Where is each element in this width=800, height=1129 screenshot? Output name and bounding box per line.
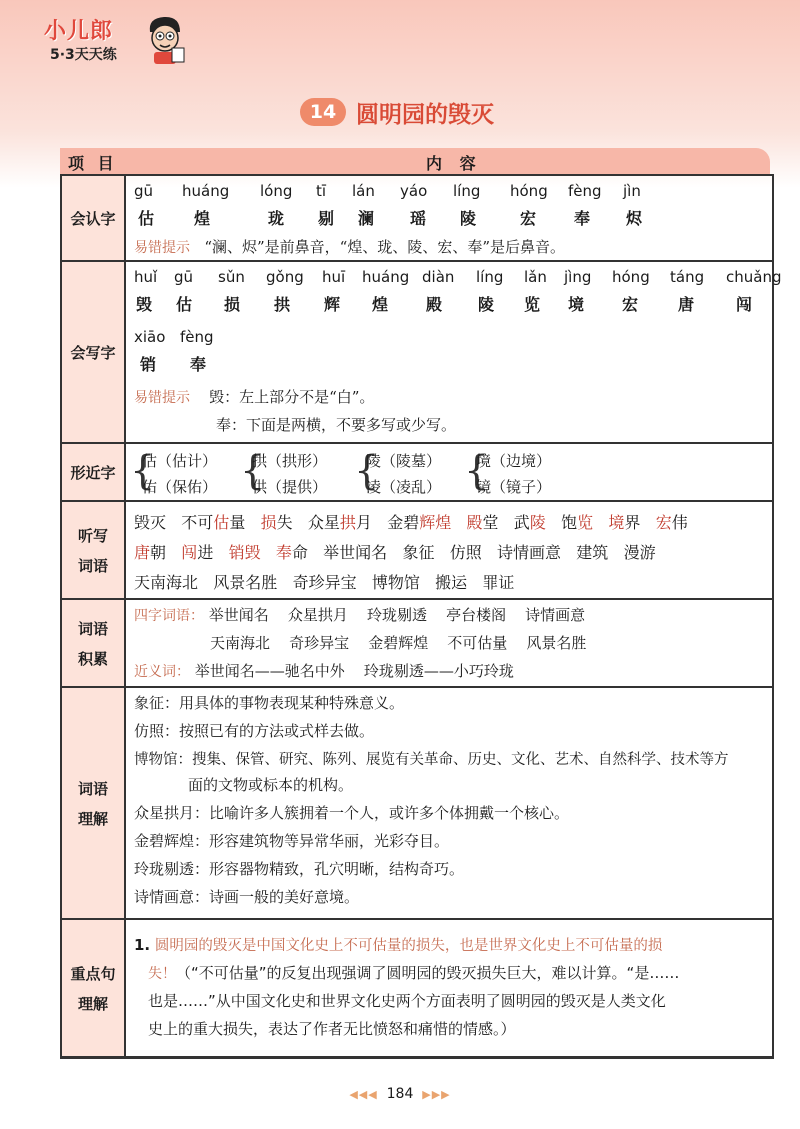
row-content [128, 600, 768, 688]
word: 罪证 [482, 573, 515, 592]
hanzi: 煌 [372, 295, 389, 314]
idiom: 举世闻名 [208, 606, 269, 624]
hanzi: 澜 [358, 209, 375, 228]
hanzi: 览 [524, 295, 541, 314]
word: 失 [276, 513, 293, 532]
label-text: 词语积累 [77, 620, 108, 668]
hanzi: 宏 [520, 209, 537, 228]
word-hl: 闯 [181, 543, 198, 562]
synonym-pair: 举世闻名——驰名中外 [194, 662, 345, 680]
hanzi: 烬 [626, 209, 643, 228]
word-hl: 境 [608, 513, 625, 532]
dictation-line-3 [134, 570, 514, 593]
item-number: 1. [134, 936, 151, 954]
row-label [62, 502, 126, 600]
similar-char: 供（提供） [252, 478, 328, 496]
definition: 仿照：按照已有的方法或式样去做。 [134, 722, 375, 740]
similar-char: 拱（拱形） [252, 452, 328, 470]
word: 金碧 [387, 513, 420, 532]
pinyin: chuǎng [726, 268, 782, 286]
dictation-line-2 [134, 540, 656, 563]
brand-sub: 5·3天天练 [50, 47, 117, 63]
key-sentence-line-2 [148, 962, 679, 983]
hanzi: 境 [568, 295, 585, 314]
brace-icon: { [464, 448, 490, 494]
word-hl: 销毁 [228, 543, 261, 562]
pinyin: jìng [564, 268, 592, 286]
word: 举世闻名 [323, 543, 388, 562]
synonym-label: 近义词： [134, 664, 190, 680]
row-label [62, 600, 126, 688]
row-jilei [62, 598, 772, 688]
pinyin: tī [316, 182, 327, 200]
hanzi: 毁 [136, 295, 153, 314]
brace-icon: { [130, 448, 156, 494]
word: 象征 [402, 543, 435, 562]
word-hl: 拱 [339, 513, 356, 532]
dictation-line-1 [134, 510, 688, 533]
row-renzi [62, 174, 772, 262]
key-sentence: 圆明园的毁灭是中国文化史上不可估量的损失，也是世界文化史上不可估量的损 [154, 938, 663, 954]
next-arrows-icon: ▶▶▶ [422, 1088, 451, 1101]
idiom: 诗情画意 [525, 606, 586, 624]
brace-icon: { [354, 448, 380, 494]
word: 月 [355, 513, 372, 532]
pinyin: sǔn [218, 268, 245, 286]
word: 饱 [561, 513, 578, 532]
similar-char: 镜（镜子） [476, 478, 552, 496]
word: 进 [197, 543, 214, 562]
row-content [128, 262, 782, 444]
hanzi: 估 [176, 295, 193, 314]
page-footer [0, 1086, 800, 1102]
row-tingxie [62, 500, 772, 600]
pinyin: fèng [568, 182, 602, 200]
pinyin: fèng [180, 328, 214, 346]
word: 天南海北 [134, 573, 199, 592]
hanzi: 奉 [190, 355, 207, 374]
word: 伟 [671, 513, 688, 532]
explanation-line: 也是……”从中国文化史和世界文化史两个方面表明了圆明园的毁灭是人类文化 [148, 992, 666, 1010]
tip-line [134, 386, 374, 407]
row-zhongdian [62, 918, 772, 1058]
definition: 玲珑剔透：形容器物精致，孔穴明晰，结构奇巧。 [134, 860, 465, 878]
pinyin: táng [670, 268, 705, 286]
word-hl: 损 [260, 513, 277, 532]
pinyin: lǎn [524, 268, 547, 286]
hanzi: 拱 [274, 295, 291, 314]
word: 搬运 [435, 573, 468, 592]
similar-char: 凌（凌乱） [366, 478, 442, 496]
word: 仿照 [449, 543, 482, 562]
pinyin: lóng [260, 182, 293, 200]
pinyin: huáng [362, 268, 410, 286]
pinyin: gǒng [266, 268, 304, 286]
hanzi: 陵 [478, 295, 495, 314]
word-hl: 辉煌 [419, 513, 452, 532]
definition: 众星拱月：比喻许多人簇拥着一个人，或许多个体拥戴一个核心。 [134, 804, 570, 822]
row-label [62, 920, 126, 1058]
study-table [60, 174, 782, 1056]
pinyin: huáng [182, 182, 230, 200]
tip-text: 毁：左上部分不是“白”。 [209, 388, 375, 406]
pinyin: jìn [623, 182, 641, 200]
page-number: 184 [386, 1086, 414, 1102]
pinyin: hóng [510, 182, 548, 200]
label-text: 听写词语 [77, 527, 108, 575]
brand-logo [44, 14, 194, 72]
word: 界 [624, 513, 641, 532]
definition: 象征：用具体的事物表现某种特殊意义。 [134, 694, 405, 712]
word-hl: 览 [577, 513, 594, 532]
word: 众星 [307, 513, 340, 532]
row-lijie [62, 686, 772, 920]
idiom: 奇珍异宝 [289, 634, 350, 652]
word: 武 [513, 513, 530, 532]
label-text: 重点句理解 [70, 965, 116, 1013]
pinyin: gū [174, 268, 194, 286]
explanation-line: 史上的重大损失，表达了作者无比愤怒和痛惜的情感。） [148, 1020, 516, 1038]
hanzi: 销 [140, 355, 157, 374]
word-hl: 陵 [529, 513, 546, 532]
hanzi: 唐 [678, 295, 695, 314]
lesson-title: 圆明园的毁灭 [356, 102, 494, 128]
word-hl: 宏 [655, 513, 672, 532]
tip-text-2: 奉：下面是两横，不要多写或少写。 [216, 416, 457, 434]
table-bottom-rule [60, 1056, 774, 1059]
definition: 博物馆：搜集、保管、研究、陈列、展览有关革命、历史、文化、艺术、自然科学、技术等方 [134, 752, 729, 768]
row-xiezi [62, 260, 782, 444]
header-content: 内 容 [426, 154, 482, 173]
table-header [60, 148, 770, 174]
word: 建筑 [576, 543, 609, 562]
hanzi: 辉 [324, 295, 341, 314]
hanzi: 瑶 [410, 209, 427, 228]
idiom: 亭台楼阁 [446, 606, 507, 624]
hanzi: 估 [138, 209, 155, 228]
idiom: 风景名胜 [526, 634, 587, 652]
pinyin: yáo [400, 182, 428, 200]
idiom: 玲珑剔透 [366, 606, 427, 624]
pinyin: líng [453, 182, 481, 200]
word: 量 [229, 513, 246, 532]
pinyin: huī [322, 268, 346, 286]
idiom: 众星拱月 [287, 606, 348, 624]
pinyin: líng [476, 268, 504, 286]
definition-cont: 面的文物或标本的机构。 [188, 776, 354, 794]
word: 不可 [181, 513, 214, 532]
definition: 诗情画意：诗画一般的美好意境。 [134, 888, 360, 906]
hanzi: 殿 [426, 295, 443, 314]
explanation: （“不可估量”的反复出现强调了圆明园的毁灭损失巨大，难以计算。“是…… [176, 964, 680, 982]
word-hl: 殿 [466, 513, 483, 532]
header-item: 项 目 [68, 154, 118, 173]
row-content [128, 688, 768, 920]
brand-name: 小儿郎 [44, 19, 114, 44]
word: 风景名胜 [213, 573, 278, 592]
key-sentence-end: 失！ [148, 966, 176, 982]
row-label: 形近字 [62, 444, 126, 502]
word: 诗情画意 [497, 543, 562, 562]
row-content [128, 444, 768, 502]
word: 奇珍异宝 [292, 573, 357, 592]
tip-label: 易错提示 [134, 240, 190, 256]
hanzi: 剔 [318, 209, 335, 228]
definition: 金碧辉煌：形容建筑物等异常华丽，光彩夺目。 [134, 832, 450, 850]
row-label: 会认字 [62, 176, 126, 262]
hanzi: 珑 [268, 209, 285, 228]
similar-char: 佑（保佑） [142, 478, 218, 496]
lesson-number-badge: 14 [300, 98, 346, 126]
tip-label: 易错提示 [134, 390, 190, 406]
word: 朝 [150, 543, 167, 562]
pinyin: lán [352, 182, 375, 200]
word: 漫游 [623, 543, 656, 562]
tip-text: “澜、烬”是前鼻音，“煌、珑、陵、宏、奉”是后鼻音。 [204, 238, 565, 256]
synonym-pair: 玲珑剔透——小巧玲珑 [363, 662, 514, 680]
hanzi: 闯 [736, 295, 753, 314]
pinyin: gū [134, 182, 154, 200]
tip-line [134, 236, 565, 257]
synonym-line [134, 660, 514, 681]
word-hl: 估 [213, 513, 230, 532]
hanzi: 煌 [194, 209, 211, 228]
row-content [128, 176, 768, 262]
idiom: 不可估量 [447, 634, 508, 652]
word: 毁灭 [134, 513, 167, 532]
word: 命 [291, 543, 308, 562]
idiom: 天南海北 [210, 634, 271, 652]
label-text: 词语理解 [77, 780, 108, 828]
row-xingjin [62, 442, 772, 502]
word-hl: 唐 [134, 543, 151, 562]
brace-icon: { [240, 448, 266, 494]
pinyin: hóng [612, 268, 650, 286]
similar-char: 境（边境） [476, 452, 552, 470]
hanzi: 宏 [622, 295, 639, 314]
mascot-boy-icon [142, 14, 188, 66]
hanzi: 陵 [460, 209, 477, 228]
word: 堂 [482, 513, 499, 532]
row-label [62, 688, 126, 920]
pinyin: huǐ [134, 268, 158, 286]
similar-char: 陵（陵墓） [366, 452, 442, 470]
idiom-line-1 [134, 604, 585, 625]
hanzi: 损 [224, 295, 241, 314]
hanzi: 奉 [574, 209, 591, 228]
word: 博物馆 [371, 573, 420, 592]
prev-arrows-icon: ◀◀◀ [349, 1088, 378, 1101]
row-content [128, 920, 768, 1058]
word-hl: 奉 [275, 543, 292, 562]
row-label: 会写字 [62, 262, 126, 444]
four-char-label: 四字词语： [134, 608, 204, 624]
pinyin: xiāo [134, 328, 166, 346]
pinyin: diàn [422, 268, 455, 286]
idiom-line-2 [210, 632, 586, 653]
key-sentence-line-1 [134, 934, 662, 955]
idiom: 金碧辉煌 [368, 634, 429, 652]
row-content [128, 502, 768, 600]
similar-char: 估（估计） [142, 452, 218, 470]
